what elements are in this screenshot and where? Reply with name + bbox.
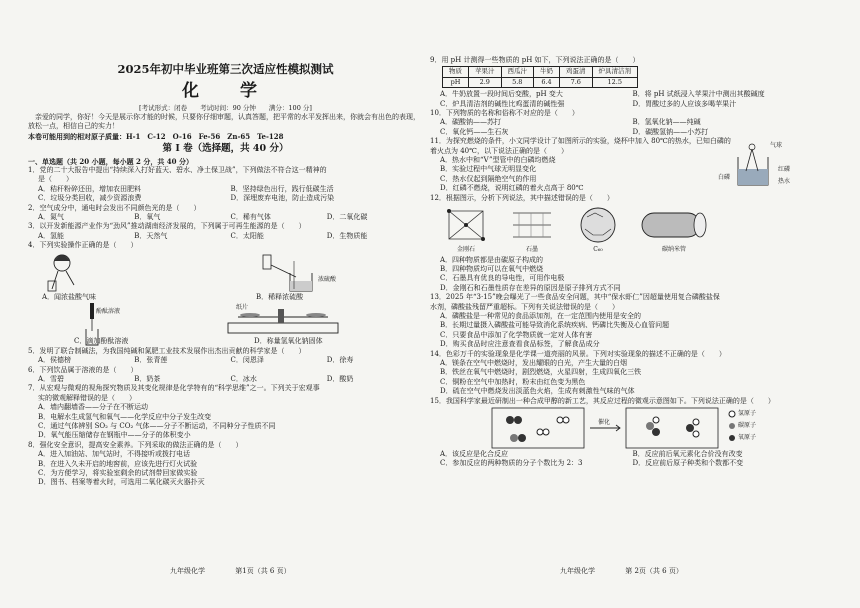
question-1-cont: 是（ ）	[38, 175, 73, 184]
label-conc-sulfuric: 浓硫酸	[318, 275, 337, 283]
label-phenolphthalein: 酚酞溶液	[96, 307, 121, 315]
diamond-figure	[436, 205, 496, 254]
question-2: 2．空气成分中，通电时会发出不同颜色光的是（ ）	[28, 203, 201, 212]
question-6-options	[28, 375, 423, 384]
ph-value-cell: 7.6	[560, 77, 593, 87]
option-b: B．四种物质均可以在氧气中燃烧	[440, 264, 544, 273]
question-1: 1．党的二十大报告中提出“持续深入打好蓝天、碧水、净土保卫战”，下列做法不符合这一精神的	[28, 166, 327, 175]
intro-line-1: 亲爱的同学，你好！今天是展示你才能的时候，只要你仔细审题，认真答题，把平常的水平发挥出来，你就会有出色的表现，	[28, 113, 420, 121]
label-graphite: 石墨	[525, 246, 538, 254]
option-b: B．将 pH 试纸浸入苹果汁中测出其酸碱度	[632, 90, 765, 99]
option-c: C．垃圾分类回收，减少资源浪费	[38, 194, 142, 203]
ph-header-cell: 西瓜汁	[501, 67, 534, 77]
label-c60: C₆₀	[593, 246, 603, 254]
question-6: 6．下列饮品属于溶液的是（ ）	[28, 365, 138, 374]
option-b: B．电解水生成氢气和氧气——化学反应中分子发生改变	[38, 412, 212, 421]
option-d: D．称量氢氧化钠固体	[254, 336, 323, 345]
option-c: C．只要食品中添加了化学物质就一定对人体有害	[440, 330, 593, 339]
question-12: 12．根据图示，分析下列说法，其中描述错误的是（ ）	[430, 193, 614, 202]
option-b: B．实验过程中气球无明显变化	[440, 165, 537, 174]
nanotube-structure-icon	[638, 205, 710, 245]
nanotube-figure	[634, 205, 714, 254]
option-b: B．在进入久未开启的地窖前，应该先进行灯火试验	[38, 459, 198, 468]
option-c: C．氧化钙——生石灰	[440, 127, 509, 136]
exam-meta: [考试形式：闭卷 考试时间：90 分钟 满分：100 分]	[139, 104, 312, 112]
option-c: C．热水仅起到隔绝空气的作用	[440, 174, 537, 183]
option-a: A．墙内翻墙香——分子在不断运动	[38, 403, 149, 412]
option-b: B．铁丝在氧气中燃烧时，剧烈燃烧，火星四射，生成四氧化三铁	[440, 368, 642, 377]
option-c: C．滴加酚酞溶液	[74, 336, 129, 345]
c60-structure-icon	[575, 205, 621, 245]
smelling-figure-icon	[48, 255, 74, 291]
ph-header-cell: 物质	[443, 67, 469, 77]
option-a: A．热水中和“V”型管中的白磷均燃烧	[440, 156, 556, 165]
page-1-footer	[170, 566, 565, 576]
question-1-options-cd	[28, 194, 423, 203]
question-5: 5．发明了联合制碱法，为我国纯碱和氮肥工业技术发展作出杰出贡献的科学家是（ ）	[28, 346, 306, 355]
question-14: 14．色彩万千的实验现象是化学课一道亮丽的风景。下列对实验现象的描述不正确的是（ ）	[430, 349, 726, 358]
option-d: D．生物质能	[326, 231, 368, 240]
option-a: A．雪碧	[38, 374, 65, 383]
footer-grade: 九年级化学	[170, 567, 205, 575]
question-13-cont: 水剂，磷酸盐残留严重超标。下列有关说法错误的是（ ）	[430, 302, 619, 311]
label-white-phosphorus: 白磷	[718, 173, 731, 181]
question-9: 9．用 pH 计测得一些物质的 pH 如下，下列说法正确的是（ ）	[430, 56, 640, 64]
ph-value-cell: 12.5	[592, 77, 638, 87]
reaction-diagram	[430, 406, 825, 450]
option-d: D．反应前后原子种类和个数都不变	[632, 459, 744, 468]
question-3-options	[28, 232, 423, 241]
option-c: C．石墨具有优良的导电性，可用作电极	[440, 274, 565, 283]
label-red-phosphorus: 红磷	[778, 165, 791, 173]
question-11-cont: 着火点为 40℃，以下说法正确的是（ ）	[430, 146, 568, 155]
exam-title: 2025年初中毕业班第三次适应性模拟测试	[117, 62, 334, 76]
question-15-options-cd	[430, 459, 825, 468]
option-b: B．稀释浓硫酸	[256, 292, 304, 301]
question-8: 8．强化安全意识，提高安全素养。下列采取的做法正确的是（ ）	[28, 440, 243, 449]
option-b: B．反应前后氧元素化合价没有改变	[632, 450, 743, 458]
subject-title: 化 学	[182, 81, 269, 101]
option-c: C．为方便学习，将实验室剩余的试剂带回家做实验	[38, 468, 198, 477]
option-a: A．侯德榜	[38, 356, 72, 365]
question-15-options-ab	[430, 450, 825, 459]
footer-page: 第 2页（共 6 页）	[625, 567, 683, 575]
page-1	[28, 28, 423, 488]
ph-value-cell: pH	[443, 77, 469, 87]
ph-value-cell: 5.8	[501, 77, 534, 87]
footer-grade: 九年级化学	[560, 567, 595, 575]
option-b: B．坚持绿色出行，践行低碳生活	[230, 184, 334, 193]
question-4-figures	[28, 251, 423, 347]
option-d: D．深埋废弃电池，防止造成污染	[230, 194, 335, 203]
option-a: A．四种物质都是由碳原子构成的	[440, 255, 544, 264]
label-nanotube: 碳纳米管	[661, 246, 686, 254]
atomic-masses: 本卷可能用到的相对原子质量：H-1 C-12 O-16 Fe-56 Zn-65 Te-128	[28, 131, 284, 141]
question-11: 11．为探究燃烧的条件，小文同学设计了如图所示的实验，烧杯中加入 80℃的热水，已知白磷的	[430, 137, 731, 146]
option-a: A．进入加油站、加气站时，不得接听或拨打电话	[38, 450, 191, 459]
ph-value-cell: 2.9	[469, 77, 502, 87]
option-c: C．冰水	[230, 374, 257, 383]
question-3: 3．以开发新能源产业作为“劲风”推动湖南经济发展的，下列属于可再生能源的是（ ）	[28, 222, 306, 231]
option-a: A．镁条在空气中燃烧时，发出耀眼的白光，产生大量的白烟	[440, 358, 628, 367]
option-d: D．酸奶	[326, 374, 354, 383]
option-c: C．太阳能	[230, 231, 264, 240]
label-paper: 纸片	[236, 303, 249, 311]
ph-value-row	[443, 77, 638, 87]
option-a: A．氮气	[38, 213, 65, 222]
label-hot-water: 热水	[778, 177, 791, 185]
legend-carbon: 碳原子	[738, 422, 757, 429]
option-a: A．磷酸盐是一种常见的食品添加剂，在一定范围内使用是安全的	[440, 311, 642, 320]
option-c: C．闵恩泽	[230, 356, 264, 365]
question-9-options-cd	[430, 100, 825, 109]
option-d: D．二氧化碳	[326, 213, 368, 222]
option-d: D．图书、档案等着火时，可选用二氧化碳灭火器扑灭	[38, 478, 205, 487]
question-13: 13．2025 年“3·15”晚会曝光了一些食品安全问题，其中“保水虾仁”因超量使用复合磷酸盐保	[430, 293, 720, 302]
option-b: B．天然气	[134, 231, 168, 240]
label-balloon: 气球	[770, 141, 783, 149]
option-a: A．氢能	[38, 231, 65, 240]
option-a: A．秸秆粉碎还田，增加农田肥料	[38, 184, 142, 193]
option-d: D．胃酸过多的人应该多喝苹果汁	[632, 99, 737, 108]
option-c: C．通过气体辨别 SO₂ 与 CO₂ 气体——分子不断运动，不同种分子性质不同	[38, 421, 276, 430]
option-d: D．徐寿	[326, 356, 354, 365]
option-d: D．金刚石和石墨性质存在差异的原因是原子排列方式不同	[440, 283, 621, 292]
option-d: D．硫在空气中燃烧发出淡蓝色火焰，生成有刺激性气味的气体	[440, 387, 635, 396]
question-5-options	[28, 356, 423, 365]
option-b: B．氧气	[134, 213, 161, 222]
ph-value-cell: 6.4	[534, 77, 560, 87]
intro-line-2: 放松一点，相信自己的实力！	[28, 122, 119, 131]
diamond-structure-icon	[443, 205, 489, 245]
c60-figure	[568, 205, 628, 254]
option-b: B．长期过量摄入磷酸盐可能导致消化系统疾病、钙磷比失衡及心血管问题	[440, 321, 670, 330]
option-b: B．奶茶	[134, 374, 161, 383]
question-7: 7．从宏观与微观的视角探究物质及其变化规律是化学特有的“科学思维”之一。下列关于宏观事	[28, 384, 320, 393]
legend-hydrogen: 氢原子	[738, 410, 757, 417]
question-10-options-ab	[430, 118, 825, 127]
option-a: A．牛奶放置一段时间后变酸，pH 变大	[440, 90, 563, 99]
page-2-footer	[560, 566, 860, 576]
question-4: 4．下列实验操作正确的是（ ）	[28, 241, 138, 250]
option-c: C．炉具清洁剂的碱性比鸡蛋清的碱性强	[440, 99, 565, 108]
question-10-options-cd	[430, 128, 825, 137]
option-c: C．参加反应的两种物质的分子个数比为 2：3	[440, 459, 583, 468]
option-c: C．稀有气体	[230, 213, 271, 222]
option-a: A．该反应是化合反应	[440, 450, 509, 458]
question-1-options-ab	[28, 185, 423, 194]
option-d: D．碳酸氢钠——小苏打	[632, 127, 709, 136]
footer-page: 第1页（共 6 页）	[235, 567, 291, 575]
balance-figure-icon	[228, 309, 338, 333]
section-1-heading: 一、单选题（共 20 小题，每小题 2 分，共 40 分）	[28, 156, 193, 166]
graphite-structure-icon	[509, 205, 555, 245]
ph-header-cell: 牛奶	[534, 67, 560, 77]
question-7-cont: 实的微观解释错误的是（ ）	[38, 393, 136, 402]
question-2-options	[28, 213, 423, 222]
label-diamond: 金刚石	[456, 246, 475, 254]
option-c: C．铜粉在空气中加热时，粉末由红色变为黑色	[440, 377, 586, 386]
option-d: D．红磷不燃烧，说明红磷的着火点高于 80℃	[440, 184, 584, 193]
option-b: B．氢氧化钠——纯碱	[632, 118, 701, 127]
option-a: A．碳酸钠——苏打	[440, 118, 502, 127]
option-a: A．闻浓盐酸气味	[42, 292, 97, 301]
ph-header-cell: 苹果汁	[469, 67, 502, 77]
option-d: D．购买食品时应注意查看食品标签，了解食品成分	[440, 340, 600, 349]
carbon-allotropes	[436, 205, 825, 254]
option-b: B．张青莲	[134, 356, 168, 365]
question-9-options-ab	[430, 90, 825, 99]
dilution-figure-icon	[263, 255, 312, 291]
ph-header-row	[443, 67, 638, 77]
ph-table	[442, 66, 638, 88]
part-1-heading: 第 I 卷（选择题，共 40 分）	[162, 143, 289, 155]
ph-header-cell: 炉具清洁剂	[592, 67, 638, 77]
question-10: 10．下列物质的名称和俗称不对应的是（ ）	[430, 109, 579, 118]
graphite-figure	[502, 205, 562, 254]
legend-oxygen: 氧原子	[738, 434, 757, 441]
option-d: D．氧气能压缩储存在钢瓶中——分子的体积变小	[38, 431, 191, 440]
question-15: 15．我国科学家最近研制出一种合成甲醇的新工艺，其反应过程的微观示意图如下。下列说法正确的是（ ）	[430, 396, 775, 405]
page-2	[430, 56, 825, 469]
ph-header-cell: 鸡蛋清	[560, 67, 593, 77]
label-catalyst: 催化	[598, 419, 611, 426]
